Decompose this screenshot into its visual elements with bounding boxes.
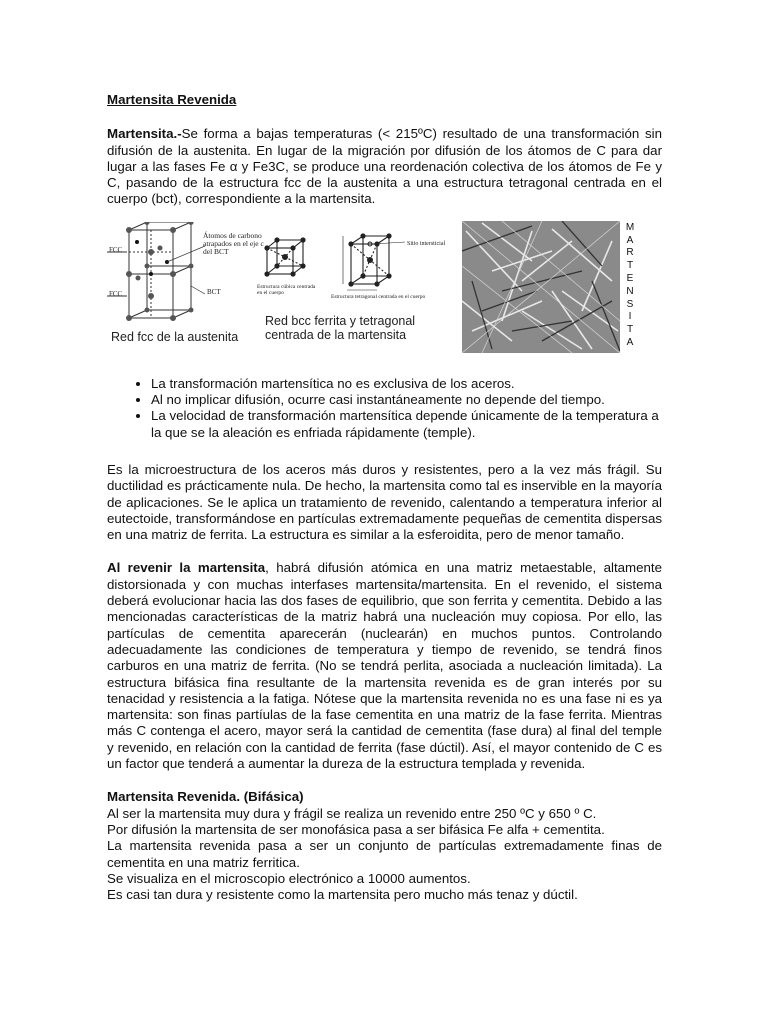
section-line: La martensita revenida pasa a ser un conjunto de partículas extremadamente finas de cementita en una matriz ferritica. [107,838,662,870]
bct-label: BCT [207,287,221,296]
section-line: Es casi tan dura y resistente como la martensita pero mucho más tenaz y dúctil. [107,887,578,903]
intro-paragraph [107,126,662,207]
section-line: Por difusión la martensita de ser monofásica pasa a ser bifásica Fe alfa + cementita. [107,821,605,837]
fcc-caption: Red fcc de la austenita [111,329,239,344]
bcc-sublabel: Estructura cúbica centrada en el cuerpo [257,283,316,296]
tempering-text: , habrá difusión atómica en una matriz metaestable, altamente distorsionada y con muchas interfases martensita/martensita. En el revenido, el sistema deberá evolucionar hacia las dos fases de equilibrio, que son ferrita y cementita. Debido a las mencionadas características de la matriz habrá una nucleación muy copiosa. Por ello, las partículas de cementita aparecerán (nuclearán) en muchos puntos. Controlando adecuadamente las condiciones de temperatura y tiempo de revenido, se tendrá finos carburos en una matriz de ferrita. (No se tendrá perlita, asociada a nucleación limitada). La estructura bifásica fina resultante de la martensita revenida es de gran interés por su tenacidad y resistencia a la fatiga. Nótese que la martensita revenida no es una fase ni es ya martensita: son finas partíulas de la fase cementita en una matriz de la fase ferrita. Mientras más C contenga el acero, mayor será la cantidad de cementita (fase dura) al final del temple y revenido, en relación con la cantidad de ferrita (fase dúctil). Así, el mayor contenido de C es un factor que tenderá a aumentar la dureza de la estructura templada y revenida. [107,560,662,772]
martensite-figure [107,216,662,366]
list-item: • Al no implicar difusión, ocurre casi instantáneamente no depende del tiempo. [151,392,662,408]
intro-text: Se forma a bajas temperaturas (< 215ºC) resultado de una transformación sin difusión de la austenita. En lugar de la migración por difusión de los átomos de C para dar lugar a las fases Fe α y Fe3C, se produce una reordenación colectiva de los átomos de Fe y C, pasando de la estructura fcc de la austenita a una estructura tetragonal centrada en el cuerpo (bct), correspondiente a la martensita. [107,126,662,207]
interstitial-site-label: Sitio intersticial [407,240,446,247]
bcc-bct-caption: Red bcc ferrita y tetragonal centrada de la martensita [265,313,416,342]
martensita-vertical-label: M A R T E N S I T A [625,221,635,348]
section-heading: Martensita Revenida. (Bifásica) [107,789,304,805]
microstructure-paragraph: Es la microestructura de los aceros más duros y resistentes, pero a la vez más frágil. Su ductilidad es prácticamente nula. De hecho, la martensita como tal es inservible en la mayoría de aplicaciones. Se le aplica un tratamiento de revenido, calentando a temperatura inferior al eutectoide, transformándose en partículas extremadamente pequeñas de cementita dispersas en una matriz de ferrita. La estructura es similar a la esferoidita, pero de menor tamaño. [107,461,662,543]
list-item: • La transformación martensítica no es exclusiva de los aceros. [151,376,662,392]
intro-lead: Martensita.- [107,126,182,142]
tempering-paragraph [107,560,662,772]
document-page [107,92,662,903]
bct-sublabel: Estructura tetragonal centrada en el cuerpo [331,293,426,300]
list-item: • La velocidad de transformación martensítica depende únicamente de la temperatura a la que se la aleación es enfriada rápidamente (temple). [151,408,662,441]
martensite-micrograph [462,221,620,353]
carbon-atoms-annotation: Átomos de carbono atrapados en el eje c del BCT [203,230,264,256]
tempering-lead: Al revenir la martensita [107,560,266,576]
micrograph-texture [462,221,620,353]
fcc-label-top: FCC [109,245,123,254]
biphasic-section [107,789,662,903]
bullet-list [107,376,662,441]
fcc-label-bottom: FCC [109,289,123,298]
document-title: Martensita Revenida [107,92,237,107]
section-line: Al ser la martensita muy dura y frágil se realiza un revenido entre 250 ºC y 650 º C. [107,805,597,821]
section-line: Se visualiza en el microscopio electrónico a 10000 aumentos. [107,870,471,886]
